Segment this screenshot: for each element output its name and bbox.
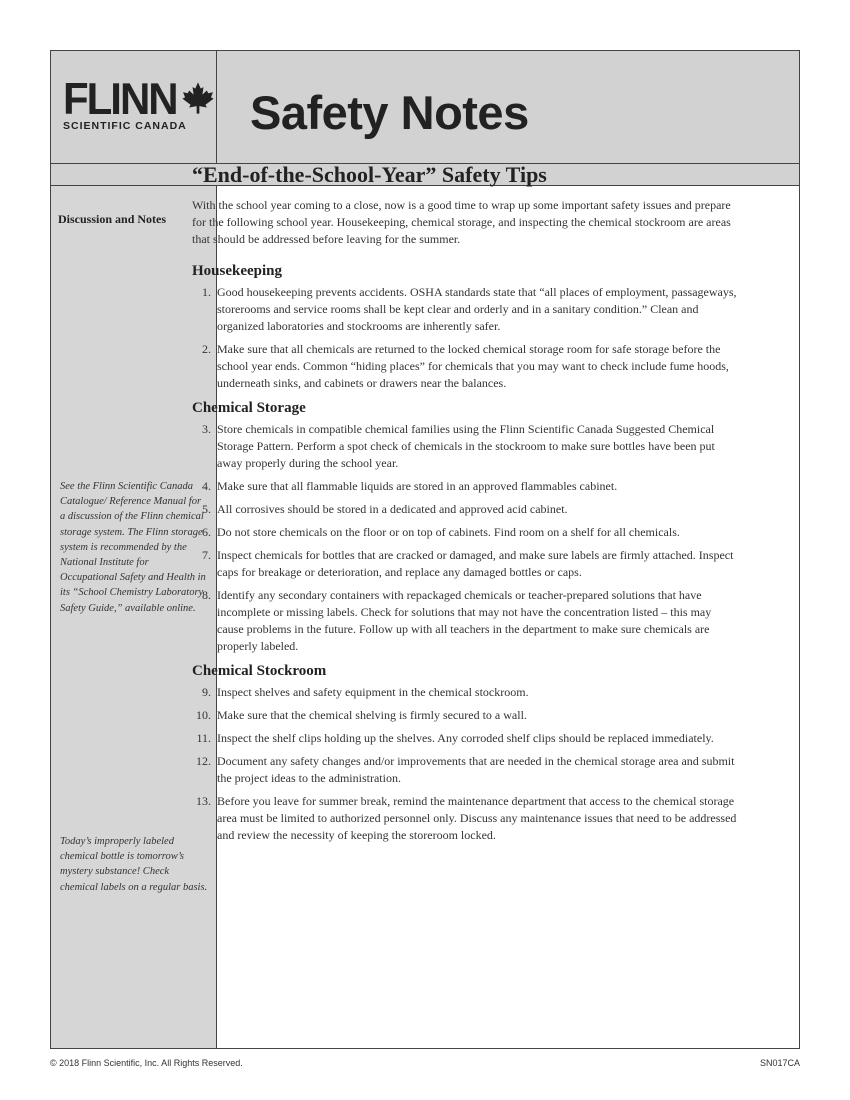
item-text: Before you leave for summer break, remind the maintenance department that access to the chemical storage area must be limited to authorized personnel only. Discuss any maintenance issues that need to be addressed and review the necessity of keeping the storeroom locked. (217, 794, 737, 842)
item-number: 11. (196, 731, 211, 745)
item-number: 4. (202, 479, 211, 493)
sidebar-note: See the Flinn Scientific Canada Catalogue/ Reference Manual for a discussion of the Flinn chemical storage system. The Flinn storage system is recommended by the National Institute for Occupational Safety and Health in its “School Chemistry Laboratory Safety Guide,” available online. (60, 481, 206, 614)
section-heading-chemical-stockroom: Chemical Stockroom (192, 663, 327, 679)
section-heading-chemical-storage: Chemical Storage (192, 400, 306, 416)
logo-subtitle: SCIENTIFIC CANADA (63, 120, 187, 132)
article (192, 160, 738, 844)
list-item (192, 793, 738, 844)
list-item (192, 284, 738, 335)
page-title: Safety Notes (250, 86, 529, 139)
list-item (192, 707, 738, 724)
list-item (192, 547, 738, 581)
section-heading-housekeeping: Housekeeping (192, 263, 283, 279)
item-text: Do not store chemicals on the floor or on top of cabinets. Find room on a shelf for all chemicals. (217, 525, 680, 539)
list-item (192, 587, 738, 655)
list-item (192, 753, 738, 787)
chemical-stockroom-list (192, 684, 738, 844)
item-text: All corrosives should be stored in a dedicated and approved acid cabinet. (217, 502, 568, 516)
item-number: 12. (196, 754, 211, 768)
item-text: Identify any secondary containers with repackaged chemicals or teacher-prepared solutions that have incomplete or missing labels. Check for solutions that may not have the concentration listed – this may cause problems in the future. Follow up with all teachers in the department to make sure chemicals are properly labeled. (217, 588, 712, 653)
item-text: Make sure that all chemicals are returned to the locked chemical storage room for safe storage before the school year ends. Common “hiding places” for chemicals that you may want to check include fume hoods, underneath sinks, and cabinets or drawers near the balances. (217, 342, 729, 390)
list-item (192, 421, 738, 472)
item-number: 1. (202, 285, 211, 299)
chemical-storage-list (192, 421, 738, 655)
list-item (192, 341, 738, 392)
item-text: Make sure that the chemical shelving is firmly secured to a wall. (217, 708, 527, 722)
flinn-logo (63, 73, 213, 137)
item-number: 2. (202, 342, 211, 356)
footer-code: SN017CA (759, 1058, 800, 1068)
item-number: 8. (202, 588, 211, 602)
list-item (192, 478, 738, 495)
header-divider (216, 51, 217, 163)
item-text: Good housekeeping prevents accidents. OSHA standards state that “all places of employment, passageways, storerooms and service rooms shall be kept clear and orderly and in a sanitary condition.” Clean and organized laboratories and stockrooms are inherently safer. (217, 285, 737, 333)
sidebar-note: Today’s improperly labeled chemical bottle is tomorrow’s mystery substance! Check chemical labels on a regular basis. (60, 836, 208, 893)
sidebar-heading: Discussion and Notes (58, 212, 167, 226)
list-item (192, 730, 738, 747)
item-text: Inspect the shelf clips holding up the shelves. Any corroded shelf clips should be replaced immediately. (217, 731, 714, 745)
item-text: Store chemicals in compatible chemical families using the Flinn Scientific Canada Suggested Chemical Storage Pattern. Perform a spot check of chemicals in the stockroom to make sure bottles have been put away properly during the school year. (217, 422, 715, 470)
header (51, 51, 799, 164)
item-text: Make sure that all flammable liquids are stored in an approved flammables cabinet. (217, 479, 618, 493)
list-item (192, 684, 738, 701)
article-title: “End-of-the-School-Year” Safety Tips (192, 162, 547, 187)
housekeeping-list (192, 284, 738, 392)
item-text: Inspect shelves and safety equipment in the chemical stockroom. (217, 685, 529, 699)
list-item (192, 524, 738, 541)
item-number: 9. (202, 685, 211, 699)
item-number: 7. (202, 548, 211, 562)
footer-copyright: © 2018 Flinn Scientific, Inc. All Rights Reserved. (50, 1058, 243, 1068)
logo-wordmark: FLINN (63, 73, 177, 124)
list-item (192, 501, 738, 518)
item-number: 5. (202, 502, 211, 516)
item-text: Document any safety changes and/or improvements that are needed in the chemical storage area and submit the project ideas to the administration. (217, 754, 735, 785)
item-number: 3. (202, 422, 211, 436)
item-number: 13. (196, 794, 211, 808)
item-text: Inspect chemicals for bottles that are cracked or damaged, and make sure labels are firmly attached. Inspect caps for breakage or deterioration, and replace any damaged bottles or caps. (217, 548, 734, 579)
article-intro: With the school year coming to a close, now is a good time to wrap up some important safety issues and prepare for the following school year. Housekeeping, chemical storage, and inspecting the chemical stockroom are areas that should be addressed before leaving for the summer. (192, 198, 731, 246)
item-number: 6. (202, 525, 211, 539)
maple-leaf-icon (181, 81, 215, 115)
item-number: 10. (196, 708, 211, 722)
